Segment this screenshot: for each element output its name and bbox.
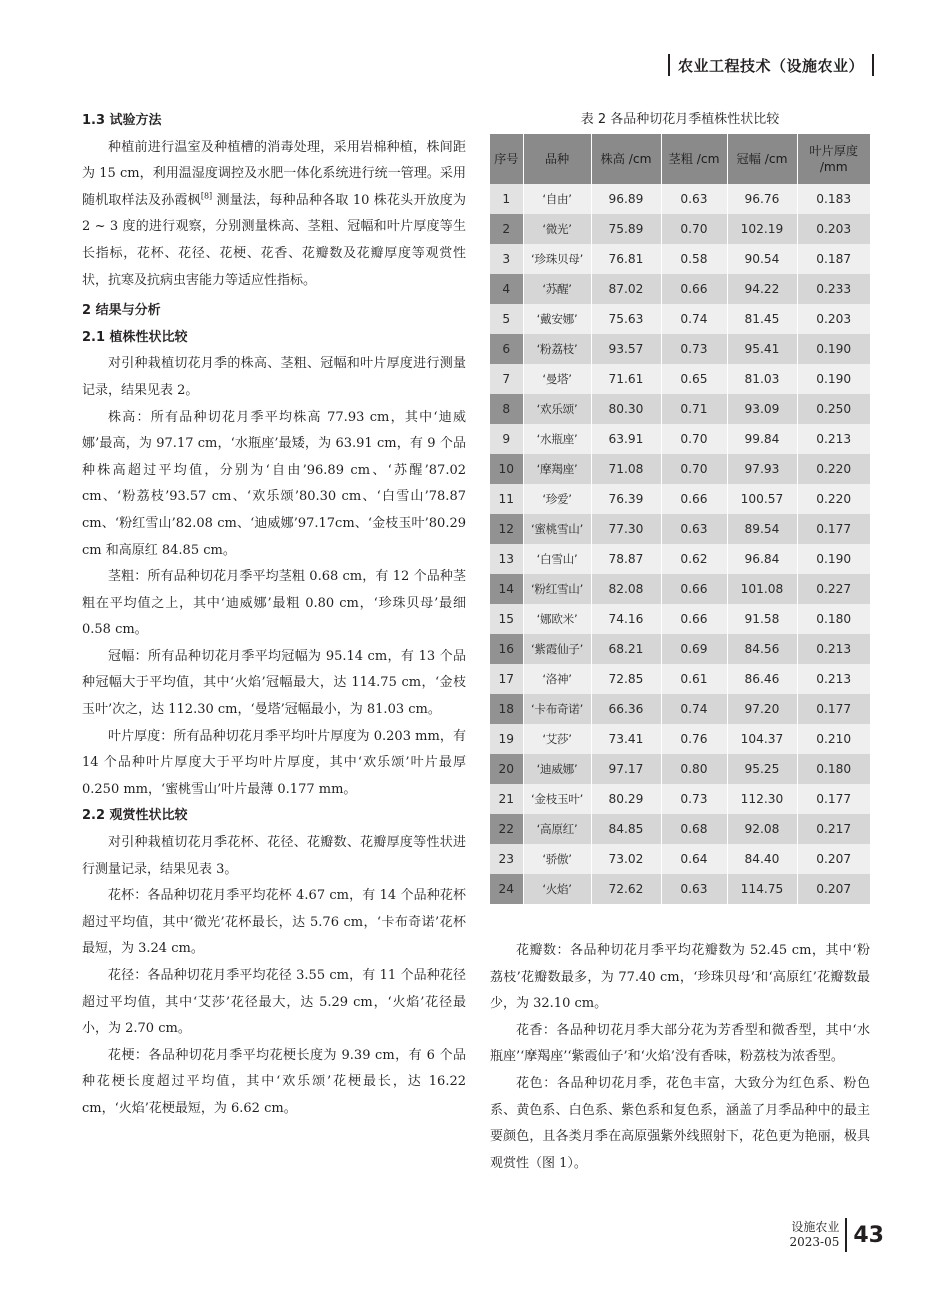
cell-leaf: 0.217 — [797, 814, 870, 844]
cell-index: 3 — [490, 244, 523, 274]
cell-crown: 95.25 — [727, 754, 797, 784]
paragraph-plant-intro: 对引种栽植切花月季的株高、茎粗、冠幅和叶片厚度进行测量记录，结果见表 2。 — [82, 356, 466, 398]
table-row — [490, 844, 870, 874]
cell-stem: 0.68 — [661, 814, 727, 844]
cell-crown: 99.84 — [727, 424, 797, 454]
cell-stem: 0.70 — [661, 214, 727, 244]
cell-height: 72.62 — [591, 874, 661, 904]
paragraph-methods-text-b: 测量法，每种品种各取 10 株花头开放度为 2 ~ 3 度的进行观察，分别测量株高、茎粗、冠幅和叶片厚度等生长指标，花杯、花径、花梗、花香、花瓣数及花瓣厚度等观赏性状，抗寒及抗病虫害能力等适应性指标。 — [82, 192, 466, 288]
cell-leaf: 0.207 — [797, 844, 870, 874]
cell-crown: 91.58 — [727, 604, 797, 634]
cell-variety: ‘白雪山’ — [523, 544, 591, 574]
cell-leaf: 0.187 — [797, 244, 870, 274]
cell-stem: 0.61 — [661, 664, 727, 694]
cell-height: 96.89 — [591, 184, 661, 214]
table-row — [490, 454, 870, 484]
cell-crown: 114.75 — [727, 874, 797, 904]
cell-leaf: 0.190 — [797, 364, 870, 394]
cell-height: 87.02 — [591, 274, 661, 304]
footer-issue: 2023-05 — [789, 1235, 840, 1249]
paragraph-plant-height: 株高：所有品种切花月季平均株高 77.93 cm，其中‘迪威娜’最高，为 97.17 cm，‘水瓶座’最矮，为 63.91 cm，有 9 个品种株高超过平均值，分别为‘自由’96.89 cm、‘苏醒’87.02 cm、‘粉荔枝’93.57 cm、‘欢乐颂’80.30 cm、‘白雪山’78.87 cm、‘粉红雪山’82.08 cm、‘迪威娜’97.17cm、‘金枝玉叶’80.29 cm 和高原红 84.85 cm。 — [82, 409, 466, 558]
paragraph-flower-diameter: 花径：各品种切花月季平均花径 3.55 cm，有 11 个品种花径超过平均值，其中‘艾莎’花径最大，达 5.29 cm，‘火焰’花径最小，为 2.70 cm。 — [82, 968, 466, 1037]
cell-index: 16 — [490, 634, 523, 664]
cell-leaf: 0.213 — [797, 634, 870, 664]
cell-leaf: 0.227 — [797, 574, 870, 604]
cell-stem: 0.69 — [661, 634, 727, 664]
cell-variety: ‘娜欧米’ — [523, 604, 591, 634]
paragraph-methods-text-a: 种植前进行温室及种植槽的消毒处理，采用岩棉种植，株间距为 15 cm，利用温湿度调控及水肥一体化系统进行统一管理。采用随机取样法及孙霞枫 — [82, 139, 466, 208]
cell-index: 24 — [490, 874, 523, 904]
cell-variety: ‘高原红’ — [523, 814, 591, 844]
cell-variety: ‘苏醒’ — [523, 274, 591, 304]
cell-height: 93.57 — [591, 334, 661, 364]
cell-index: 19 — [490, 724, 523, 754]
cell-index: 9 — [490, 424, 523, 454]
cell-leaf: 0.177 — [797, 784, 870, 814]
cell-leaf: 0.213 — [797, 424, 870, 454]
paragraph-stem-diameter: 茎粗：所有品种切花月季平均茎粗 0.68 cm，有 12 个品种茎粗在平均值之上，其中‘迪威娜’最粗 0.80 cm，‘珍珠贝母’最细 0.58 cm。 — [82, 569, 466, 638]
cell-variety: ‘自由’ — [523, 184, 591, 214]
cell-index: 5 — [490, 304, 523, 334]
cell-variety: ‘洛神’ — [523, 664, 591, 694]
footer-meta — [790, 1220, 840, 1250]
table-row — [490, 244, 870, 274]
cell-stem: 0.58 — [661, 244, 727, 274]
cell-variety: ‘迪威娜’ — [523, 754, 591, 784]
cell-crown: 96.84 — [727, 544, 797, 574]
cell-index: 17 — [490, 664, 523, 694]
running-header — [668, 52, 874, 78]
table-header-row — [490, 134, 870, 184]
cell-variety: ‘摩羯座’ — [523, 454, 591, 484]
section-2-2-heading: 2.2 观赏性状比较 — [82, 808, 188, 824]
cell-index: 7 — [490, 364, 523, 394]
cell-variety: ‘艾莎’ — [523, 724, 591, 754]
cell-variety: ‘金枝玉叶’ — [523, 784, 591, 814]
cell-crown: 97.20 — [727, 694, 797, 724]
cell-stem: 0.70 — [661, 424, 727, 454]
table-row — [490, 214, 870, 244]
cell-crown: 112.30 — [727, 784, 797, 814]
section-1-3-heading: 1.3 试验方法 — [82, 113, 162, 128]
right-text-block — [490, 938, 870, 1177]
cell-stem: 0.62 — [661, 544, 727, 574]
table-row — [490, 424, 870, 454]
cell-height: 72.85 — [591, 664, 661, 694]
cell-stem: 0.74 — [661, 694, 727, 724]
paragraph-ornamental-intro: 对引种栽植切花月季花杯、花径、花瓣数、花瓣厚度等性状进行测量记录，结果见表 3。 — [82, 835, 466, 877]
cell-crown: 104.37 — [727, 724, 797, 754]
cell-variety: ‘珍爱’ — [523, 484, 591, 514]
cell-stem: 0.71 — [661, 394, 727, 424]
cell-crown: 89.54 — [727, 514, 797, 544]
page-footer — [790, 1218, 885, 1252]
cell-index: 8 — [490, 394, 523, 424]
cell-index: 11 — [490, 484, 523, 514]
table-row — [490, 874, 870, 904]
cell-leaf: 0.213 — [797, 664, 870, 694]
cell-stem: 0.66 — [661, 274, 727, 304]
cell-stem: 0.73 — [661, 334, 727, 364]
col-header-stem: 茎粗 /cm — [661, 134, 727, 184]
cell-height: 66.36 — [591, 694, 661, 724]
cell-stem: 0.74 — [661, 304, 727, 334]
table-row — [490, 754, 870, 784]
cell-variety: ‘火焰’ — [523, 874, 591, 904]
cell-variety: ‘粉红雪山’ — [523, 574, 591, 604]
cell-height: 71.61 — [591, 364, 661, 394]
cell-variety: ‘水瓶座’ — [523, 424, 591, 454]
cell-leaf: 0.177 — [797, 514, 870, 544]
cell-height: 84.85 — [591, 814, 661, 844]
section-2-1-heading: 2.1 植株性状比较 — [82, 329, 188, 345]
cell-stem: 0.63 — [661, 874, 727, 904]
cell-index: 10 — [490, 454, 523, 484]
table-row — [490, 724, 870, 754]
table-row — [490, 784, 870, 814]
table-row — [490, 364, 870, 394]
paragraph-fragrance: 花香：各品种切花月季大部分花为芳香型和微香型，其中‘水瓶座’‘摩羯座’‘紫霞仙子’和‘火焰’没有香味，粉荔枝为浓香型。 — [490, 1022, 870, 1065]
cell-variety: ‘曼塔’ — [523, 364, 591, 394]
table-row — [490, 544, 870, 574]
table-caption: 表 2 各品种切花月季植株性状比较 — [580, 112, 780, 127]
cell-leaf: 0.220 — [797, 484, 870, 514]
cell-index: 18 — [490, 694, 523, 724]
paragraph-petal-count: 花瓣数：各品种切花月季平均花瓣数为 52.45 cm，其中‘粉荔枝’花瓣数最多，为 77.40 cm，‘珍珠贝母’和‘高原红’花瓣数最少，为 32.10 cm。 — [490, 943, 870, 1012]
table-row — [490, 604, 870, 634]
paragraph-flower-cup: 花杯：各品种切花月季平均花杯 4.67 cm，有 14 个品种花杯超过平均值，其中‘微光’花杯最长，达 5.76 cm，‘卡布奇诺’花杯最短，为 3.24 cm。 — [82, 888, 466, 957]
header-right-bar — [872, 54, 874, 76]
cell-index: 20 — [490, 754, 523, 784]
table-row — [490, 304, 870, 334]
section-2-heading: 2 结果与分析 — [82, 303, 161, 319]
cell-height: 75.63 — [591, 304, 661, 334]
cell-leaf: 0.250 — [797, 394, 870, 424]
page-number: 43 — [853, 1222, 884, 1248]
cell-leaf: 0.180 — [797, 604, 870, 634]
table-row — [490, 664, 870, 694]
paragraph-flower-color: 花色：各品种切花月季，花色丰富，大致分为红色系、粉色系、黄色系、白色系、紫色系和复色系，涵盖了月季品种中的最主要颜色，且各类月季在高原强紫外线照射下，花色更为艳丽，极具观赏性（图 1）。 — [490, 1075, 870, 1171]
cell-crown: 94.22 — [727, 274, 797, 304]
col-header-index: 序号 — [490, 134, 523, 184]
cell-variety: ‘珍珠贝母’ — [523, 244, 591, 274]
cell-leaf: 0.177 — [797, 694, 870, 724]
paragraph-leaf-thickness: 叶片厚度：所有品种切花月季平均叶片厚度为 0.203 mm，有 14 个品种叶片厚度大于平均叶片厚度，其中‘欢乐颂’叶片最厚 0.250 mm，‘蜜桃雪山’叶片最薄 0.177 mm。 — [82, 728, 466, 797]
cell-variety: ‘骄傲’ — [523, 844, 591, 874]
cell-crown: 96.76 — [727, 184, 797, 214]
cell-height: 80.30 — [591, 394, 661, 424]
table-row — [490, 634, 870, 664]
cell-crown: 97.93 — [727, 454, 797, 484]
cell-crown: 92.08 — [727, 814, 797, 844]
cell-crown: 84.40 — [727, 844, 797, 874]
cell-leaf: 0.183 — [797, 184, 870, 214]
cell-height: 76.81 — [591, 244, 661, 274]
table-row — [490, 814, 870, 844]
table-row — [490, 574, 870, 604]
cell-crown: 101.08 — [727, 574, 797, 604]
cell-stem: 0.80 — [661, 754, 727, 784]
table-row — [490, 274, 870, 304]
cell-stem: 0.66 — [661, 574, 727, 604]
footer-journal: 设施农业 — [791, 1220, 840, 1234]
plant-traits-table — [490, 134, 870, 904]
cell-variety: ‘紫霞仙子’ — [523, 634, 591, 664]
cell-height: 75.89 — [591, 214, 661, 244]
cell-variety: ‘戴安娜’ — [523, 304, 591, 334]
cell-index: 12 — [490, 514, 523, 544]
col-header-height: 株高 /cm — [591, 134, 661, 184]
cell-index: 14 — [490, 574, 523, 604]
cell-crown: 81.45 — [727, 304, 797, 334]
cell-index: 15 — [490, 604, 523, 634]
col-header-variety: 品种 — [523, 134, 591, 184]
cell-stem: 0.64 — [661, 844, 727, 874]
col-header-leaf: 叶片厚度 /mm — [797, 134, 870, 184]
cell-leaf: 0.203 — [797, 214, 870, 244]
cell-index: 22 — [490, 814, 523, 844]
citation-ref: [8] — [200, 191, 213, 201]
cell-stem: 0.76 — [661, 724, 727, 754]
cell-height: 82.08 — [591, 574, 661, 604]
paragraph-crown-width: 冠幅：所有品种切花月季平均冠幅为 95.14 cm，有 13 个品种冠幅大于平均值，其中‘火焰’冠幅最大，达 114.75 cm，‘金枝玉叶’次之，达 112.30 cm，‘曼塔’冠幅最小，为 81.03 cm。 — [82, 648, 466, 718]
cell-leaf: 0.190 — [797, 544, 870, 574]
left-column — [82, 108, 466, 1123]
footer-bar — [845, 1218, 847, 1252]
paragraph-flower-stalk: 花梗：各品种切花月季平均花梗长度为 9.39 cm，有 6 个品种花梗长度超过平均值，其中‘欢乐颂’花梗最长，达 16.22 cm，‘火焰’花梗最短，为 6.62 cm。 — [82, 1047, 466, 1116]
cell-leaf: 0.233 — [797, 274, 870, 304]
paragraph-methods — [82, 135, 466, 295]
cell-leaf: 0.203 — [797, 304, 870, 334]
cell-stem: 0.66 — [661, 604, 727, 634]
cell-crown: 95.41 — [727, 334, 797, 364]
table-row — [490, 394, 870, 424]
table-row — [490, 694, 870, 724]
cell-index: 6 — [490, 334, 523, 364]
cell-height: 71.08 — [591, 454, 661, 484]
table-row — [490, 184, 870, 214]
table-row — [490, 334, 870, 364]
cell-height: 76.39 — [591, 484, 661, 514]
cell-crown: 86.46 — [727, 664, 797, 694]
cell-variety: ‘蜜桃雪山’ — [523, 514, 591, 544]
cell-height: 73.02 — [591, 844, 661, 874]
table-row — [490, 514, 870, 544]
cell-variety: ‘欢乐颂’ — [523, 394, 591, 424]
cell-height: 63.91 — [591, 424, 661, 454]
cell-crown: 102.19 — [727, 214, 797, 244]
cell-stem: 0.63 — [661, 514, 727, 544]
cell-variety: ‘微光’ — [523, 214, 591, 244]
cell-leaf: 0.190 — [797, 334, 870, 364]
right-column — [490, 108, 870, 904]
cell-leaf: 0.220 — [797, 454, 870, 484]
cell-stem: 0.70 — [661, 454, 727, 484]
cell-height: 97.17 — [591, 754, 661, 784]
cell-index: 2 — [490, 214, 523, 244]
cell-height: 77.30 — [591, 514, 661, 544]
cell-index: 1 — [490, 184, 523, 214]
journal-title: 农业工程技术（设施农业） — [677, 56, 864, 75]
cell-leaf: 0.210 — [797, 724, 870, 754]
cell-stem: 0.66 — [661, 484, 727, 514]
cell-variety: ‘卡布奇诺’ — [523, 694, 591, 724]
cell-crown: 84.56 — [727, 634, 797, 664]
cell-crown: 90.54 — [727, 244, 797, 274]
cell-stem: 0.63 — [661, 184, 727, 214]
table-body — [490, 184, 870, 904]
cell-height: 73.41 — [591, 724, 661, 754]
table-row — [490, 484, 870, 514]
cell-leaf: 0.207 — [797, 874, 870, 904]
cell-stem: 0.73 — [661, 784, 727, 814]
col-header-crown: 冠幅 /cm — [727, 134, 797, 184]
cell-height: 78.87 — [591, 544, 661, 574]
cell-crown: 100.57 — [727, 484, 797, 514]
cell-variety: ‘粉荔枝’ — [523, 334, 591, 364]
cell-leaf: 0.180 — [797, 754, 870, 784]
cell-crown: 81.03 — [727, 364, 797, 394]
cell-stem: 0.65 — [661, 364, 727, 394]
cell-height: 74.16 — [591, 604, 661, 634]
cell-index: 4 — [490, 274, 523, 304]
cell-crown: 93.09 — [727, 394, 797, 424]
cell-height: 68.21 — [591, 634, 661, 664]
cell-index: 21 — [490, 784, 523, 814]
cell-height: 80.29 — [591, 784, 661, 814]
cell-index: 23 — [490, 844, 523, 874]
cell-index: 13 — [490, 544, 523, 574]
